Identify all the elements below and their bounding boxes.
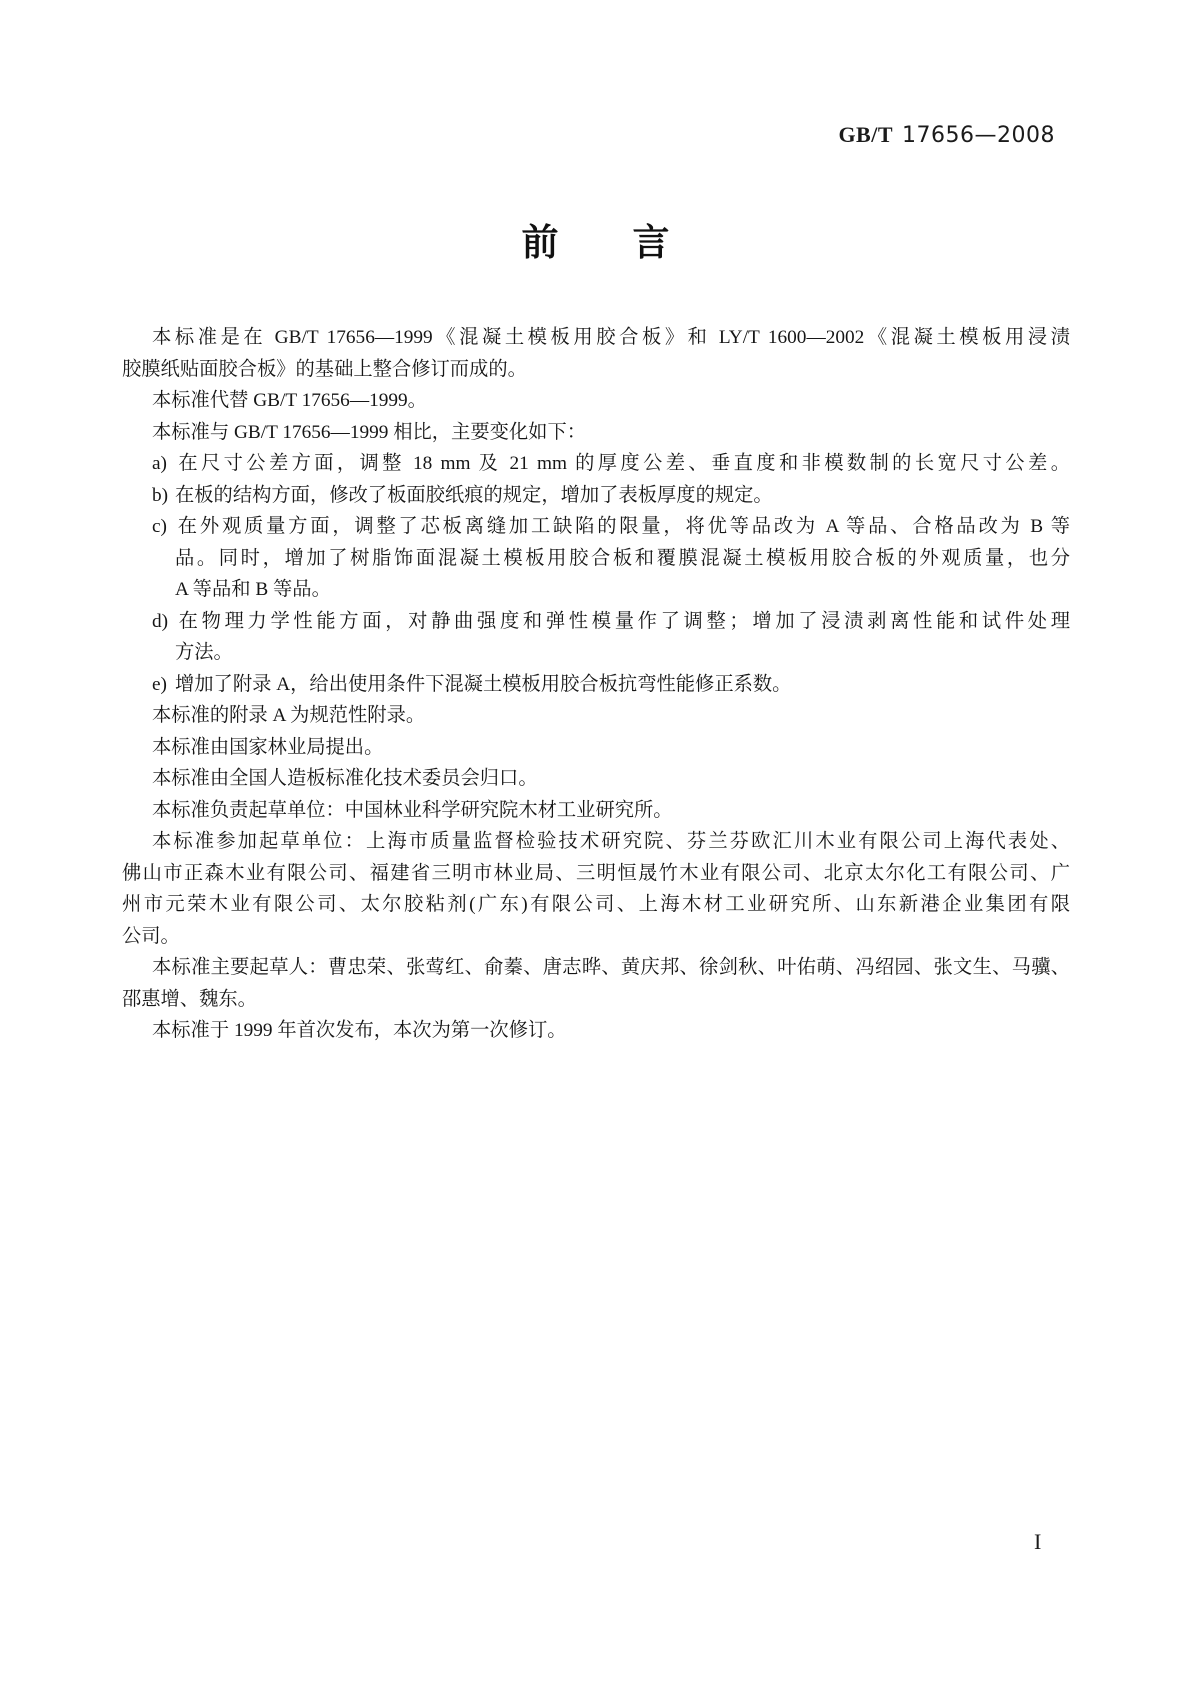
- foreword-text-line: 品。同时，增加了树脂饰面混凝土模板用胶合板和覆膜混凝土模板用胶合板的外观质量，也分: [175, 547, 1070, 569]
- foreword-text-line: 佛山市正森木业有限公司、福建省三明市林业局、三明恒晟竹木业有限公司、北京太尔化工有限公司、广: [122, 862, 1070, 884]
- foreword-text-line: 本标准负责起草单位：中国林业科学研究院木材工业研究所。: [152, 799, 673, 821]
- foreword-text-line: 本标准主要起草人：曹忠荣、张莺红、俞蓁、唐志晔、黄庆邦、徐剑秋、叶佑萌、冯绍园、张文生、马骥、: [152, 957, 1070, 978]
- foreword-body: [122, 322, 1070, 1047]
- foreword-list-line: c) 在外观质量方面，调整了芯板离缝加工缺陷的限量，将优等品改为 A 等品、合格品改为 B 等: [122, 511, 1070, 543]
- foreword-text-line: 本标准是在 GB/T 17656—1999《混凝土模板用胶合板》和 LY/T 1600—2002《混凝土模板用浸渍: [152, 327, 1070, 348]
- list-item-marker: e): [152, 673, 167, 695]
- foreword-text-line: A 等品和 B 等品。: [175, 579, 331, 600]
- page-number: I: [1034, 1529, 1042, 1554]
- foreword-text-line: 邵惠增、魏东。: [122, 988, 257, 1010]
- foreword-text-line: 方法。: [175, 642, 233, 663]
- foreword-text-line: 本标准由全国人造板标准化技术委员会归口。: [152, 768, 538, 789]
- standard-code-number: 17656—2008: [902, 123, 1055, 148]
- standard-code: [838, 122, 1055, 149]
- foreword-text-line: 本标准于 1999 年首次发布，本次为第一次修订。: [152, 1020, 567, 1041]
- standard-code-prefix: GB/T: [838, 122, 894, 147]
- foreword-text-line: 胶膜纸贴面胶合板》的基础上整合修订而成的。: [122, 358, 527, 380]
- foreword-list-line: a) 在尺寸公差方面，调整 18 mm 及 21 mm 的厚度公差、垂直度和非模数制的长宽尺寸公差。: [122, 448, 1070, 480]
- page-title: 前 言: [521, 221, 670, 264]
- foreword-list-line: e) 增加了附录 A，给出使用条件下混凝土模板用胶合板抗弯性能修正系数。: [122, 669, 1070, 701]
- foreword-list-line: d) 在物理力学性能方面，对静曲强度和弹性模量作了调整；增加了浸渍剥离性能和试件处理: [122, 606, 1070, 638]
- foreword-text-line: 本标准代替 GB/T 17656—1999。: [152, 390, 427, 411]
- list-item-marker: d): [152, 610, 169, 632]
- list-item-marker: c): [152, 516, 167, 537]
- foreword-text-line: 州市元荣木业有限公司、太尔胶粘剂(广东)有限公司、上海木材工业研究所、山东新港企业集团有限: [122, 894, 1070, 915]
- foreword-text-line: 公司。: [122, 925, 180, 947]
- foreword-text-line: 本标准参加起草单位：上海市质量监督检验技术研究院、芬兰芬欧汇川木业有限公司上海代表处、: [152, 831, 1070, 852]
- list-item-marker: a): [152, 453, 167, 474]
- foreword-text-line: 本标准由国家林业局提出。: [152, 736, 384, 758]
- list-item-marker: b): [152, 484, 169, 506]
- foreword-list-line: b) 在板的结构方面，修改了板面胶纸痕的规定，增加了表板厚度的规定。: [122, 480, 1070, 512]
- foreword-text-line: 本标准与 GB/T 17656—1999 相比，主要变化如下：: [152, 421, 587, 443]
- foreword-text-line: 本标准的附录 A 为规范性附录。: [152, 705, 426, 726]
